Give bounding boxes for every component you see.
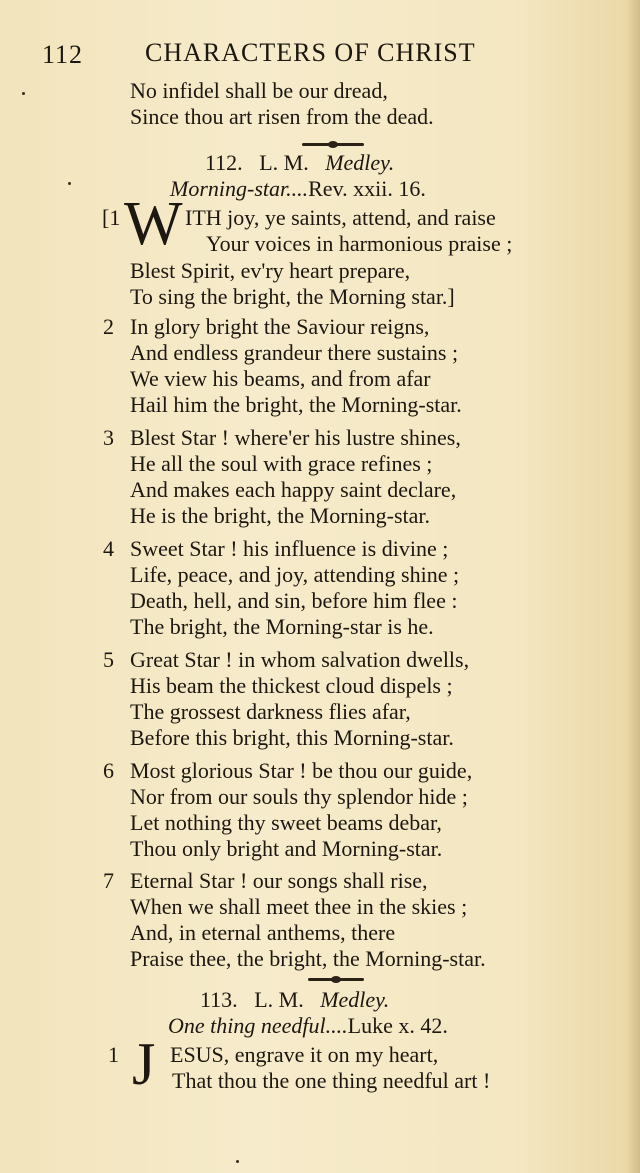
verse-line: And makes each happy saint declare, (130, 477, 457, 502)
verse-line: ITH joy, ye saints, attend, and raise (185, 205, 496, 230)
hymn-112-subject (170, 176, 426, 202)
verse-number: 6 (103, 758, 114, 783)
drop-cap: J (132, 1031, 156, 1097)
paper-speck (236, 1160, 239, 1163)
verse-line: He is the bright, the Morning-star. (130, 503, 431, 528)
verse-line: ESUS, engrave it on my heart, (170, 1042, 439, 1067)
verse-line: The grossest darkness flies afar, (130, 699, 411, 724)
hymn-subject: One thing needful.... (168, 1013, 348, 1038)
hymn-number: 112. (205, 150, 243, 175)
paper-speck (68, 182, 71, 185)
hymn-meter: L. M. (259, 150, 309, 175)
running-title: CHARACTERS OF CHRIST (145, 38, 476, 67)
hymn-113-heading (200, 987, 389, 1013)
verse-line: Life, peace, and joy, attending shine ; (130, 562, 460, 587)
page-number: 112 (42, 40, 84, 69)
verse-line: Your voices in harmonious praise ; (206, 231, 513, 256)
scripture-reference: Rev. xxii. 16. (308, 176, 426, 201)
prev-hymn-line: Since thou art risen from the dead. (130, 104, 434, 129)
verse-line: Most glorious Star ! be thou our guide, (130, 758, 473, 783)
hymn-meter: L. M. (254, 987, 304, 1012)
verse-line: Thou only bright and Morning-star. (130, 836, 443, 861)
verse-line: Praise thee, the bright, the Morning-star. (130, 946, 486, 971)
verse-line: When we shall meet thee in the skies ; (130, 894, 468, 919)
hymn-112-heading (205, 150, 394, 176)
paper-speck (22, 92, 25, 95)
hymn-tune: Medley. (325, 150, 395, 175)
verse-line: Blest Star ! where'er his lustre shines, (130, 425, 461, 450)
verse-number: 5 (103, 647, 114, 672)
scripture-reference: Luke x. 42. (347, 1013, 448, 1038)
verse-line: Before this bright, this Morning-star. (130, 725, 454, 750)
drop-cap: W (124, 190, 183, 258)
verse-line: Great Star ! in whom salvation dwells, (130, 647, 470, 672)
verse-line: We view his beams, and from afar (130, 366, 431, 391)
hymn-number: 113. (200, 987, 238, 1012)
hymn-subject: Morning-star.... (170, 176, 309, 201)
prev-hymn-line: No infidel shall be our dread, (130, 78, 388, 103)
verse-number: 3 (103, 425, 114, 450)
verse-line: Eternal Star ! our songs shall rise, (130, 868, 428, 893)
verse-number: 4 (103, 536, 114, 561)
verse-line: And, in eternal anthems, there (130, 920, 396, 945)
verse-line: Sweet Star ! his influence is divine ; (130, 536, 449, 561)
verse-line: Nor from our souls thy splendor hide ; (130, 784, 468, 809)
verse-line: That thou the one thing needful art ! (172, 1068, 491, 1093)
verse-line: His beam the thickest cloud dispels ; (130, 673, 453, 698)
verse-line: Blest Spirit, ev'ry heart prepare, (130, 258, 411, 283)
verse-number: 1 (108, 1042, 119, 1067)
verse-line: Let nothing thy sweet beams debar, (130, 810, 442, 835)
verse-line: The bright, the Morning-star is he. (130, 614, 434, 639)
verse-number: [1 (102, 205, 121, 230)
hymn-113-subject (168, 1013, 448, 1039)
verse-line: Death, hell, and sin, before him flee : (130, 588, 458, 613)
verse-line: And endless grandeur there sustains ; (130, 340, 459, 365)
hymn-tune: Medley. (320, 987, 390, 1012)
verse-line: In glory bright the Saviour reigns, (130, 314, 430, 339)
verse-line: He all the soul with grace refines ; (130, 451, 433, 476)
section-divider (302, 143, 364, 146)
page-edge-shadow (626, 0, 640, 1173)
section-divider (308, 978, 364, 981)
verse-line: Hail him the bright, the Morning-star. (130, 392, 462, 417)
verse-number: 7 (103, 868, 114, 893)
verse-line: To sing the bright, the Morning star.] (130, 284, 455, 309)
verse-number: 2 (103, 314, 114, 339)
